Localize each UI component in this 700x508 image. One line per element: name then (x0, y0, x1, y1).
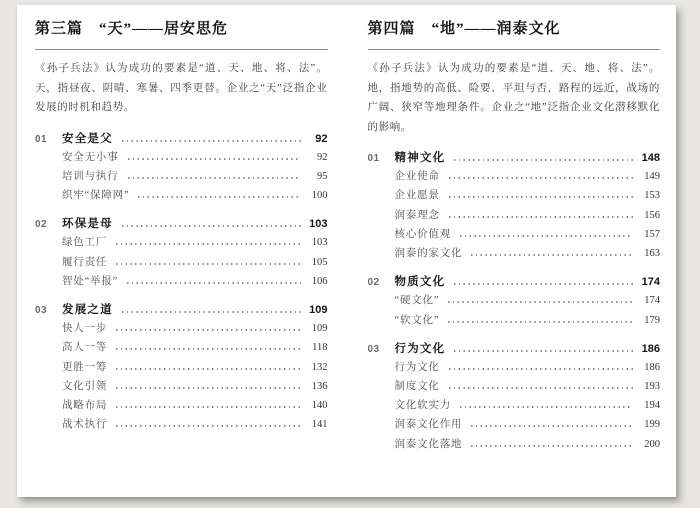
dot-leader (448, 301, 633, 303)
chapter-number: 03 (367, 343, 380, 355)
toc-section (368, 340, 661, 455)
entry-title: 行为文化 (394, 361, 440, 373)
entry-page-number: 136 (311, 380, 328, 392)
toc-sub-row (368, 187, 661, 206)
entry-title: 智处“举报” (62, 275, 119, 287)
entry-page-number: 186 (644, 361, 660, 373)
entry-page-number: 95 (317, 170, 328, 182)
toc-section (35, 301, 328, 435)
entry-page-number: 153 (644, 190, 660, 202)
entry-page-number: 200 (644, 438, 660, 450)
page-title: 第三篇 “天”——居安思危 (35, 18, 328, 50)
chapter-number: 01 (35, 133, 48, 145)
toc-chapter-row (35, 301, 328, 320)
page-title: 第四篇 “地”——润泰文化 (368, 18, 661, 50)
entry-title: 发展之道 (62, 304, 113, 316)
dot-leader (471, 445, 633, 447)
entry-title: 战术执行 (62, 419, 108, 431)
dot-leader (138, 196, 300, 198)
entry-page-number: 109 (311, 323, 328, 335)
toc-list (368, 149, 661, 455)
chapter-number: 02 (35, 219, 48, 231)
dot-leader (454, 159, 633, 161)
entry-title: 文化软实力 (394, 400, 451, 412)
entry-page-number: 118 (312, 342, 328, 354)
entry-title: 润泰的家文化 (394, 247, 463, 259)
dot-leader (116, 368, 300, 370)
entry-title: 核心价值观 (394, 228, 451, 240)
toc-sub-row (35, 234, 328, 253)
dot-leader (122, 140, 301, 142)
entry-page-number: 179 (644, 314, 660, 326)
toc-section (368, 149, 661, 264)
entry-title: 履行责任 (62, 256, 108, 268)
entry-page-number: 109 (309, 304, 328, 316)
chapter-number: 03 (35, 305, 48, 316)
dot-leader (471, 254, 633, 256)
entry-page-number: 141 (311, 419, 328, 431)
dot-leader (116, 406, 300, 408)
dot-leader (448, 321, 633, 323)
toc-sub-row (35, 168, 328, 187)
intro-paragraph: 《孙子兵法》认为成功的要素是“道、天、地、将、法”。地，指地势的高低、险要、平坦与否，路程的远近，战场的广阔、狭窄等地理条件。企业之“地”泛指企业文化潜移默化的影响。 (367, 63, 660, 133)
entry-page-number: 100 (311, 190, 328, 202)
entry-page-number: 199 (644, 419, 660, 431)
entry-page-number: 193 (644, 381, 660, 393)
toc-chapter-row (368, 340, 661, 359)
toc-list (35, 130, 328, 436)
entry-title: 绿色工厂 (62, 237, 108, 249)
toc-sub-row (35, 359, 328, 378)
entry-title: 企业愿景 (394, 190, 440, 202)
entry-page-number: 156 (644, 209, 660, 221)
dot-leader (116, 243, 300, 245)
page-right (368, 18, 661, 497)
toc-section (35, 215, 328, 292)
entry-title: 快人一步 (62, 323, 108, 335)
intro-paragraph: 《孙子兵法》认为成功的要素是“道、天、地、将、法”。天，指昼夜、阴晴、寒暑、四季更替。企业之“天”泛指企业发展的时机和趋势。 (35, 63, 328, 113)
entry-page-number: 103 (311, 237, 328, 249)
entry-page-number: 103 (309, 218, 328, 231)
toc-sub-row (35, 397, 328, 416)
toc-sub-row (35, 320, 328, 339)
entry-title: 安全无小事 (62, 151, 119, 163)
entry-page-number: 106 (311, 275, 328, 287)
toc-sub-row (368, 359, 661, 378)
entry-title: 更胜一筹 (62, 361, 108, 373)
dot-leader (449, 368, 633, 370)
entry-title: 润泰理念 (394, 209, 440, 221)
entry-page-number: 92 (315, 132, 328, 145)
entry-page-number: 174 (641, 276, 660, 289)
toc-sub-row (368, 312, 661, 331)
entry-title: 精神文化 (394, 152, 446, 164)
entry-title: 行为文化 (394, 342, 446, 355)
entry-title: “软文化” (394, 314, 440, 326)
toc-section (35, 130, 328, 207)
entry-page-number: 92 (317, 151, 328, 163)
entry-page-number: 105 (311, 256, 328, 268)
toc-sub-row (35, 416, 328, 435)
dot-leader (116, 329, 300, 331)
chapter-number: 01 (367, 153, 380, 164)
entry-page-number: 163 (644, 247, 660, 259)
dot-leader (449, 196, 633, 198)
entry-title: “硬文化” (394, 295, 440, 307)
entry-title: 环保是母 (62, 218, 113, 231)
entry-page-number: 174 (644, 295, 660, 307)
entry-page-number: 132 (311, 361, 328, 373)
entry-title: 安全是父 (62, 132, 113, 145)
entry-page-number: 186 (641, 342, 660, 355)
dot-leader (460, 235, 633, 237)
dot-leader (460, 406, 633, 408)
entry-title: 物质文化 (394, 276, 446, 289)
entry-title: 文化引领 (62, 380, 108, 392)
toc-sub-row (368, 168, 661, 187)
dot-leader (116, 263, 300, 265)
dot-leader (122, 311, 301, 313)
toc-sub-row (368, 397, 661, 416)
toc-sub-row (368, 436, 661, 455)
dot-leader (116, 425, 300, 427)
toc-sub-row (35, 273, 328, 292)
entry-title: 制度文化 (394, 381, 440, 393)
toc-chapter-row (368, 273, 661, 292)
entry-title: 战略布局 (62, 399, 108, 411)
toc-sub-row (368, 207, 661, 226)
toc-sub-row (35, 339, 328, 358)
toc-sub-row (368, 292, 661, 311)
entry-page-number: 149 (644, 171, 660, 183)
dot-leader (128, 158, 301, 160)
toc-sub-row (368, 245, 661, 264)
toc-chapter-row (35, 215, 328, 234)
dot-leader (471, 425, 633, 427)
dot-leader (449, 177, 633, 179)
dot-leader (128, 177, 301, 179)
entry-title: 企业使命 (394, 171, 440, 183)
toc-sub-row (368, 226, 661, 245)
toc-sub-row (35, 254, 328, 273)
entry-page-number: 140 (311, 399, 328, 411)
chapter-number: 02 (367, 277, 380, 289)
dot-leader (454, 350, 633, 352)
entry-page-number: 157 (644, 228, 660, 240)
toc-sub-row (35, 149, 328, 168)
dot-leader (122, 225, 301, 227)
entry-title: 高人一等 (62, 342, 108, 354)
toc-chapter-row (368, 149, 661, 168)
page-left (35, 18, 328, 497)
entry-title: 润泰文化落地 (394, 438, 463, 450)
dot-leader (127, 282, 300, 284)
toc-section (368, 273, 661, 331)
entry-page-number: 194 (644, 400, 660, 412)
dot-leader (116, 387, 300, 389)
toc-sub-row (368, 416, 661, 435)
toc-sub-row (35, 187, 328, 206)
toc-sub-row (368, 378, 661, 397)
book-spread (17, 5, 676, 497)
dot-leader (454, 283, 633, 285)
entry-title: 培训与执行 (62, 170, 119, 182)
entry-page-number: 148 (641, 152, 660, 164)
toc-chapter-row (35, 130, 328, 149)
dot-leader (449, 387, 633, 389)
toc-sub-row (35, 378, 328, 397)
entry-title: 织牢“保障网” (62, 190, 130, 202)
dot-leader (116, 348, 300, 350)
dot-leader (449, 216, 633, 218)
entry-title: 润泰文化作用 (394, 419, 463, 431)
